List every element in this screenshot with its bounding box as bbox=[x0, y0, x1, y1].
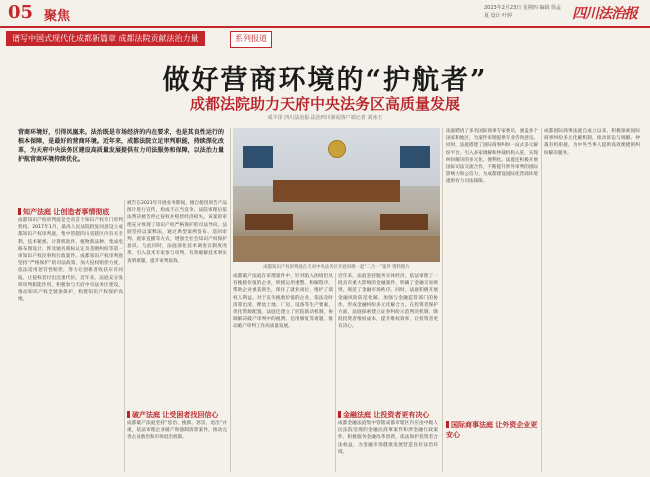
section-title-text: 知产法庭 让创造者事情彻底 bbox=[23, 208, 110, 216]
section-title-text: 破产法庭 让受困者找回信心 bbox=[132, 411, 219, 419]
subheadline: 成都法院助力天府中央法务区高质量发展 bbox=[189, 95, 460, 113]
article-column-2b: 成都破产法庭坚持“惩治、挽救、惩罚、退出”并重，依法审理企业破产和强制清算案件，推动完善企业救治和市场退出机制。 bbox=[127, 421, 227, 441]
photo-caption: 成都知识产权审判庭在天府中央法务区开庭审理一起“二合一”案件 资料图片 bbox=[263, 265, 410, 270]
section-name: 聚焦 bbox=[44, 9, 71, 24]
article-column-4: 近年来，法庭坚持服务实体经济，依法审理了一批具有重大影响的金融案件，明确了金融交易规则，规范了金融市场秩序。同时，法庭积极开展金融风险防范化解，加强与金融监管部门的协作，形成金融纠纷多元化解合力。在投资者保护方面，法庭探索建立证券纠纷示范判决机制，降低投资者维权成本，提升维权效率，让投资者更有决心。 bbox=[338, 274, 438, 330]
article-column-3: 成都破产法庭在审理案件中，针对陷入困境但具有挽救价值的企业，积极运用重整、和解程序，帮助企业重获新生，保住了就业岗位，维护了债权人利益。对于丧失挽救价值的企业，依法及时清算出清，释放土地、厂房、设备等生产要素，优化资源配置。法庭还建立了府院联动机制，协调解决破产审判中的税费、信用修复等难题，推动破产审判工作高质量发展。 bbox=[233, 274, 333, 330]
article-column-2: 被告在2021年开展业务期间，擅自使用原告产品图片进行宣传，构成不正当竞争。法院审理后依法判决被告停止侵权并赔偿经济损失。该案的审理充分体现了知识产权严格保护的司法导向。法庭坚持以案释法，通过典型案例发布、巡回审判、庭审直播等方式，增强全社会知识产权保护意识。与此同时，法庭深化技术调查官制度改革，引入技术专家参与审判，有效破解技术事实查明难题，提升审判质效。 bbox=[127, 201, 227, 264]
display-screen-right bbox=[400, 146, 430, 168]
series-tag: 系列报道 bbox=[230, 31, 272, 48]
defendant-desk bbox=[380, 214, 428, 230]
column-divider bbox=[335, 273, 336, 472]
section-title-bankruptcy bbox=[127, 410, 218, 420]
section-marker-icon bbox=[446, 421, 449, 428]
issue-meta: 2023年2月23日 星期四 编辑 徐孟夏 设计 叶婷 bbox=[484, 5, 562, 19]
page-number: 05 bbox=[8, 2, 34, 23]
section-marker-icon bbox=[338, 411, 341, 418]
display-screen-left bbox=[243, 146, 273, 168]
section-title-text: 金融法庭 让投资者更有决心 bbox=[343, 411, 430, 419]
section-title-text: 国际商事法庭 让外资企业更安心 bbox=[446, 421, 538, 439]
column-divider bbox=[230, 128, 231, 472]
series-banner: 谱写中国式现代化成都新篇章 成都法院贡献法治力量 bbox=[6, 31, 205, 46]
column-divider bbox=[124, 200, 125, 472]
section-marker-icon bbox=[127, 411, 130, 418]
section-marker-icon bbox=[18, 208, 21, 215]
lead-paragraph: 营商环境好，引得凤凰来。法治既是市场经济的内在要求，也是其良性运行的根本保障，是最好的营商环境。近年来，成都法院立足审判职能，持续深化改革，为天府中央法务区建设高质量发展提供有力司法服务和保障，以法治力量护航营商环境持续优化。 bbox=[18, 129, 224, 163]
column-divider bbox=[442, 128, 443, 472]
judge-bench bbox=[273, 180, 400, 202]
masthead-logo: 四川法治报 bbox=[572, 6, 637, 22]
page-header bbox=[0, 0, 650, 28]
byline: 成平泽 四川法治报·法治四川新闻客户端记者 刘冰玉 bbox=[267, 115, 383, 121]
section-title-ip bbox=[18, 207, 109, 217]
article-column-5: 法庭聘请了多名国际商事专家委员，涵盖多个国家和地区，为案件审理提供专业咨询意见。同时，法庭搭建了国际商事纠纷一站式多元解纷平台，引入多家调解和仲裁机构入驻，实现纠纷解决的多元化、便利化。法庭还积极开展国际司法交流合作，不断提升涉外审判的国际影响力和公信力，为成都建设国际化营商环境提供有力司法保障。 bbox=[446, 129, 538, 185]
article-column-4b: 成都金融法庭集中管辖成都市辖区内应由中级人民法院受理的金融民商事案件和涉金融行政案件，积极服务金融改革创新，依法保护投资者合法权益，为金融市场健康发展营造良好法治环境。 bbox=[338, 421, 438, 455]
column-divider bbox=[541, 128, 542, 472]
plaintiff-desk bbox=[245, 214, 293, 230]
court-emblem-icon bbox=[328, 140, 346, 158]
photo-floor bbox=[233, 236, 440, 262]
headline: 做好营商环境的“护航者” bbox=[162, 65, 488, 96]
courtroom-photo bbox=[233, 128, 440, 262]
article-column-1: 成都知识产权审判庭是全省首个知识产权专门审判机构。2017年1月，最高人民法院批复同意设立成都知识产权审判庭，集中管辖四川省辖区内有关专利、技术秘密、计算机软件、植物新品种、集成电路布图设计、涉及驰名商标认定及垄断纠纷等第一审知识产权民事和行政案件。成都知识产权审判庭坚持“严格保护”的司法政策，加大侵权赔偿力度，依法适用惩罚性赔偿，努力让创新者收获应有回报、让侵权者付出沉重代价。近年来，法庭充分发挥审判职能作用，积极参与天府中央法务区建设，推动知识产权全链条保护，构建知识产权保护高地。 bbox=[18, 218, 123, 303]
article-column-6: 成都国际商事法庭自成立以来，积极探索国际商事纠纷多元化解机制，推动诉讼与调解、仲裁有机衔接，为中外当事人提供高效便捷的纠纷解决服务。 bbox=[544, 129, 640, 156]
section-title-international bbox=[446, 420, 538, 440]
section-title-finance bbox=[338, 410, 429, 420]
